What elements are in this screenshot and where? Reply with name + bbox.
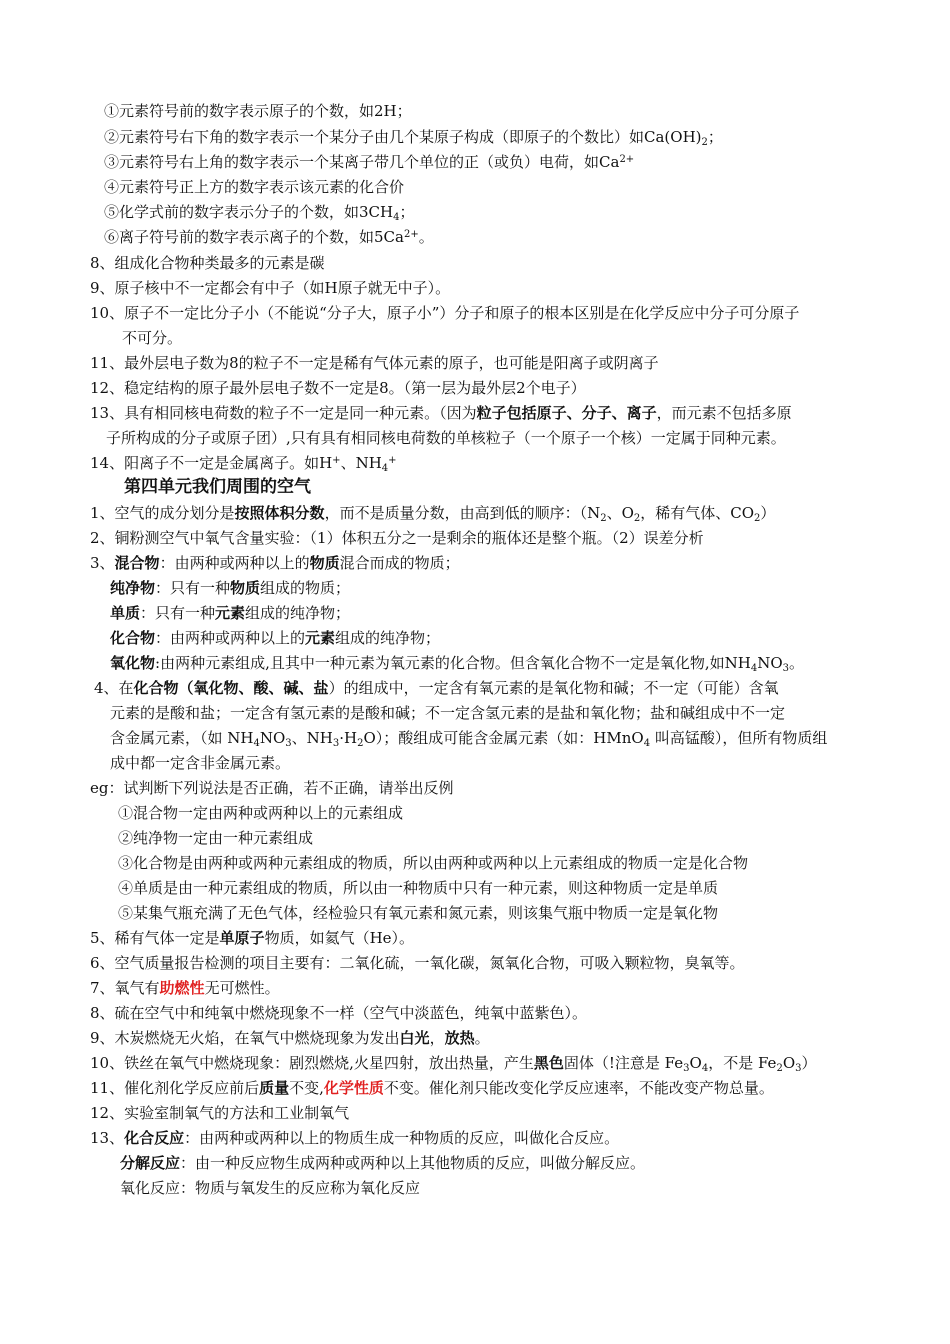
text-run: 物质，如氦气（He）。 (264, 929, 415, 947)
text-line (90, 953, 745, 973)
subscript: 2 (754, 513, 761, 524)
text-line (90, 1028, 490, 1048)
text-run: ）的组成中，一定含有氧元素的是氧化物和碱；不一定（可能）含氧 (328, 679, 779, 697)
text-line (118, 828, 313, 848)
text-line (110, 603, 350, 623)
text-run: :由两种元素组成,且其中一种元素为氧元素的化合物。但含氧化合物不一定是氧化物,如NH (155, 654, 751, 672)
text-run: 物质 (309, 554, 340, 572)
text-run: 2、铜粉测空气中氧气含量实验：（1）体积五分之一是剩余的瓶体还是整个瓶。（2）误差分析 (90, 529, 704, 547)
text-run: 白光 (399, 1029, 430, 1047)
text-line (90, 253, 325, 273)
text-line (120, 1178, 420, 1198)
subscript: 3 (332, 738, 340, 749)
text-line (110, 653, 804, 673)
text-run: 13、具有相同核电荷数的粒子不一定是同一种元素。（因为 (90, 404, 477, 422)
subscript: 4 (750, 663, 758, 674)
text-line (90, 503, 775, 523)
text-line (110, 728, 827, 748)
subscript: 2 (701, 137, 708, 148)
text-line (90, 1078, 774, 1098)
text-run: 无可燃性。 (204, 979, 280, 997)
text-run: 化学性质 (323, 1079, 384, 1097)
text-run: 、NH (291, 729, 333, 747)
text-run: ②元素符号右下角的数字表示一个某分子由几个某原子构成（即原子的个数比）如Ca(OH) (104, 128, 702, 146)
text-run: 第四单元我们周围的空气 (124, 477, 311, 497)
text-run: ：只有一种 (155, 579, 231, 597)
text-run: 粒子包括原子、分子、离子 (476, 404, 657, 422)
text-run: 不变, (289, 1079, 324, 1097)
text-run: ③元素符号右上角的数字表示一个某离子带几个单位的正（或负）电荷，如Ca (104, 153, 620, 171)
text-run: 4、在 (94, 679, 134, 697)
subscript: 3 (795, 1063, 802, 1074)
text-run: 成中都一定含非金属元素。 (110, 754, 291, 772)
text-line (118, 853, 748, 873)
text-line (122, 328, 182, 348)
text-line (90, 1053, 817, 1073)
text-line (120, 1153, 645, 1173)
text-run: 子所构成的分子或原子团）,只有具有相同核电荷数的单核粒子（一个原子一个核）一定属于同种元素。 (106, 429, 786, 447)
text-line (90, 553, 460, 573)
text-run: eg：试判断下列说法是否正确，若不正确，请举出反例 (90, 779, 454, 797)
text-run: 氧化反应：物质与氧发生的反应称为氧化反应 (120, 1179, 421, 1197)
text-run: ④元素符号正上方的数字表示该元素的化合价 (104, 178, 405, 196)
text-run: 组成的纯净物； (245, 604, 351, 622)
text-run: 混合物 (114, 554, 160, 572)
text-run: ，不是 Fe (708, 1054, 777, 1072)
text-run: 、O (606, 504, 634, 522)
text-line (90, 528, 704, 548)
text-run: 元素 (215, 604, 246, 622)
text-line (110, 578, 350, 598)
text-run: 13、 (90, 1129, 125, 1147)
text-run: 5、稀有气体一定是 (90, 929, 220, 947)
text-line (90, 403, 792, 423)
text-run: ，而不是质量分数，由高到低的顺序：（N (324, 504, 601, 522)
text-line (110, 628, 440, 648)
text-run: 混合而成的物质； (339, 554, 460, 572)
subscript: 4 (643, 738, 651, 749)
text-run: 物质 (230, 579, 261, 597)
text-run: 。 (418, 228, 434, 246)
text-run: 按照体积分数 (234, 504, 325, 522)
text-run: ， (429, 1029, 445, 1047)
text-line (104, 127, 723, 147)
text-run: 化合反应 (124, 1129, 185, 1147)
text-run: 叫高锰酸），但所有物质组 (650, 729, 828, 747)
text-run: ②纯净物一定由一种元素组成 (118, 829, 314, 847)
text-run: 质量 (259, 1079, 290, 1097)
text-run: 黑色 (533, 1054, 564, 1072)
text-run: 不可分。 (122, 329, 183, 347)
text-run: 10、原子不一定比分子小（不能说“分子大，原子小”）分子和原子的根本区别是在化学反应中分子可分原子 (90, 304, 800, 322)
text-line (90, 303, 799, 323)
text-line (104, 152, 634, 172)
superscript: + (332, 455, 341, 466)
subscript: 4 (381, 463, 389, 474)
text-run: 3、 (90, 554, 115, 572)
text-line (104, 227, 434, 247)
text-run: ：由两种或两种以上的 (155, 629, 306, 647)
text-run: 含金属元素，（如 NH (110, 729, 254, 747)
text-run: 氧化物 (110, 654, 156, 672)
text-run: ③化合物是由两种或两种元素组成的物质，所以由两种或两种以上元素组成的物质一定是化合物 (118, 854, 749, 872)
text-run: 。 (789, 654, 805, 672)
superscript: 2+ (619, 154, 635, 165)
text-line (90, 928, 414, 948)
text-run: 放热 (444, 1029, 475, 1047)
text-run: ⑤某集气瓶充满了无色气体，经检验只有氧元素和氮元素，则该集气瓶中物质一定是氧化物 (118, 904, 719, 922)
text-line (90, 353, 659, 373)
text-run: 9、原子核中不一定都会有中子（如H原子就无中子）。 (90, 279, 451, 297)
text-line (90, 378, 586, 398)
text-run: ） (801, 1054, 817, 1072)
superscript: 2+ (403, 229, 419, 240)
text-run: 6、空气质量报告检测的项目主要有：二氧化硫，一氧化碳，氮氧化合物，可吸入颗粒物，臭氧等。 (90, 954, 745, 972)
text-run: ⑥离子符号前的数字表示离子的个数，如5Ca (104, 228, 404, 246)
text-run: 纯净物 (110, 579, 156, 597)
text-run: ，稀有气体、CO (640, 504, 755, 522)
subscript: 3 (285, 738, 292, 749)
text-line (104, 101, 412, 121)
text-run: 8、硫在空气中和纯氧中燃烧现象不一样（空气中淡蓝色，纯氧中蓝紫色）。 (90, 1004, 588, 1022)
text-line (118, 803, 403, 823)
text-run: 12、实验室制氧气的方法和工业制氧气 (90, 1104, 350, 1122)
subscript: 3 (782, 663, 790, 674)
text-run: O (782, 1054, 796, 1072)
text-line (90, 778, 453, 798)
text-line (90, 978, 280, 998)
text-run: ①元素符号前的数字表示原子的个数，如2H； (104, 102, 412, 120)
text-line (90, 453, 397, 473)
text-run: O (689, 1054, 702, 1072)
text-run: ：只有一种 (140, 604, 216, 622)
subscript: 4 (393, 212, 400, 223)
text-run: ：由两种或两种以上的 (159, 554, 310, 572)
text-line (90, 1003, 587, 1023)
text-run: ①混合物一定由两种或两种以上的元素组成 (118, 804, 404, 822)
text-run: 化合物 (110, 629, 156, 647)
text-run: 元素 (305, 629, 336, 647)
text-run: O）；酸组成可能含金属元素（如：HMnO (363, 729, 644, 747)
subscript: 2 (357, 738, 364, 749)
text-line (90, 1128, 619, 1148)
text-run: 。 (474, 1029, 490, 1047)
text-line (110, 753, 290, 773)
text-line (90, 278, 450, 298)
text-run: 11、催化剂化学反应前后 (90, 1079, 260, 1097)
text-run: 单质 (110, 604, 141, 622)
text-run: ④单质是由一种元素组成的物质，所以由一种物质中只有一种元素，则这种物质一定是单质 (118, 879, 719, 897)
text-run: 组成的纯净物； (335, 629, 441, 647)
text-line (104, 177, 404, 197)
text-run: 8、组成化合物种类最多的元素是碳 (90, 254, 325, 272)
text-line (106, 428, 786, 448)
text-run: ，而元素不包括多原 (656, 404, 792, 422)
text-run: 11、最外层电子数为8的粒子不一定是稀有气体元素的原子，也可能是阳离子或阴离子 (90, 354, 659, 372)
text-run: NO (757, 654, 783, 672)
text-line (104, 202, 415, 222)
text-line (94, 678, 779, 698)
text-run: 9、木炭燃烧无火焰，在氧气中燃烧现象为发出 (90, 1029, 400, 1047)
text-run: 固体（!注意是 Fe (563, 1054, 684, 1072)
text-run: 10、铁丝在氧气中燃烧现象：剧烈燃烧,火星四射，放出热量，产生 (90, 1054, 534, 1072)
text-run: 7、氧气有 (90, 979, 160, 997)
subscript: 2 (776, 1063, 783, 1074)
subscript: 4 (253, 738, 260, 749)
text-run: 12、稳定结构的原子最外层电子数不一定是8。（第一层为最外层2个电子） (90, 379, 586, 397)
text-run: ：由一种反应物生成两种或两种以上其他物质的反应，叫做分解反应。 (180, 1154, 646, 1172)
text-run: ； (707, 128, 723, 146)
text-run: ：由两种或两种以上的物质生成一种物质的反应，叫做化合反应。 (184, 1129, 620, 1147)
section-heading (124, 477, 311, 497)
text-run: NO (259, 729, 286, 747)
text-line (118, 903, 718, 923)
text-run: ） (760, 504, 776, 522)
subscript: 4 (701, 1063, 709, 1074)
text-line (118, 878, 718, 898)
text-run: 化合物（氧化物、酸、碱、盐 (133, 679, 329, 697)
text-run: 不变。催化剂只能改变化学反应速率，不能改变产物总量。 (383, 1079, 774, 1097)
text-run: 组成的物质； (260, 579, 351, 597)
subscript: 3 (683, 1063, 690, 1074)
text-run: 元素的是酸和盐；一定含有氢元素的是酸和碱；不一定含氢元素的是盐和氧化物；盐和碱组成中不一定 (110, 704, 786, 722)
subscript: 2 (633, 513, 641, 524)
text-line (110, 703, 785, 723)
text-run: 14、阳离子不一定是金属离子。如H (90, 454, 333, 472)
subscript: 2 (600, 513, 607, 524)
text-line (90, 1103, 349, 1123)
text-run: 助燃性 (159, 979, 205, 997)
text-run: 1、空气的成分划分是 (90, 504, 235, 522)
text-run: ⑤化学式前的数字表示分子的个数，如3CH (104, 203, 394, 221)
text-run: ·H (339, 729, 358, 747)
text-run: 分解反应 (120, 1154, 181, 1172)
text-run: 、NH (340, 454, 382, 472)
text-run: 单原子 (219, 929, 265, 947)
text-run: ； (399, 203, 415, 221)
superscript: + (388, 455, 397, 466)
